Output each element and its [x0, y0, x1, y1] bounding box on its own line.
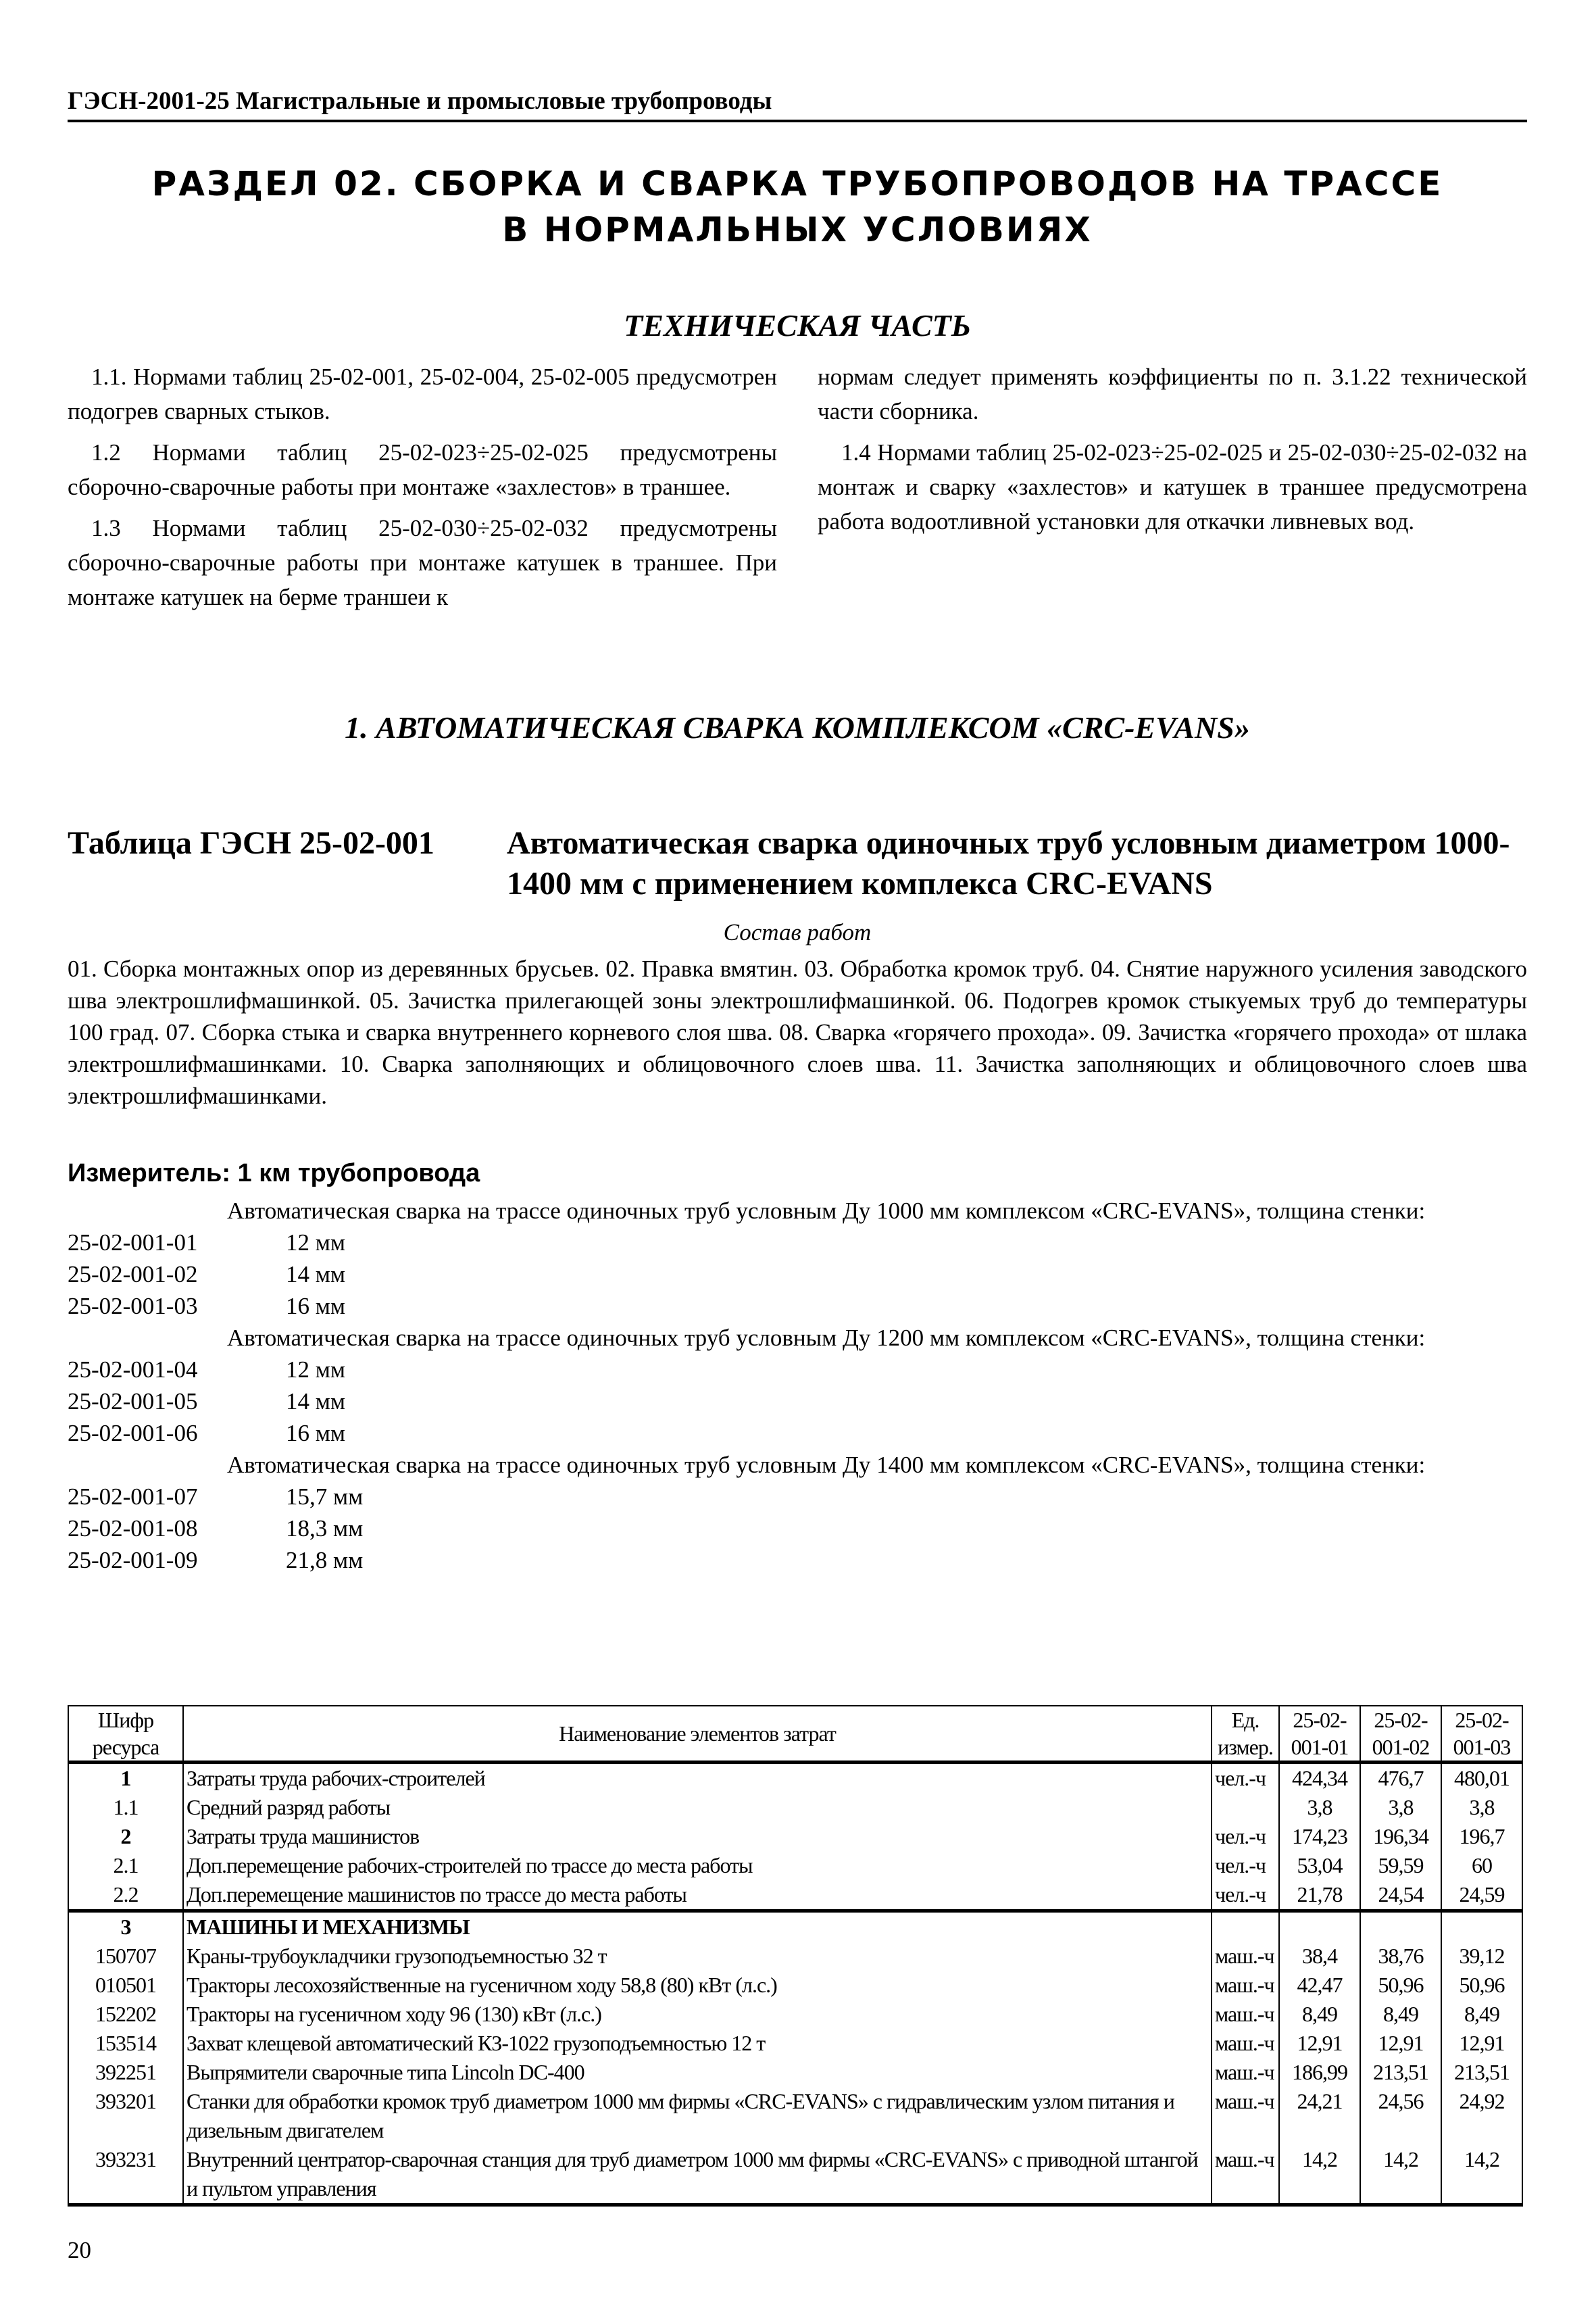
norm-item — [68, 1512, 1527, 1544]
cost-element: Затраты труда машинистов — [183, 1822, 1212, 1851]
table-row — [68, 2029, 1522, 2058]
resource-code: 2.1 — [68, 1851, 183, 1880]
cost-element: Затраты труда рабочих-строителей — [183, 1763, 1212, 1794]
table-row — [68, 1942, 1522, 1971]
cost-element: Краны-трубоукладчики грузоподъемностью 32 т — [183, 1942, 1212, 1971]
works-description: 01. Сборка монтажных опор из деревянных брусьев. 02. Правка вмятин. 03. Обработка кромок труб. 04. Снятие наружного усиления заводского шва электрошлифмашинкой. 05. Зачистка прилегающей зоны электрошлифмашинкой. 06. Подогрев кромок стыкуемых труб до температуры 100 град. 07. Сборка стыка и сварка внутреннего корневого слоя шва. 08. Сварка «горячего прохода». 09. Зачистка «горячего прохода» от шлака электрошлифмашинками. 10. Сварка заполняющих и облицовочного слоев шва. 11. Зачистка заполняющих и облицовочного слоев шва электрошлифмашинками. — [68, 956, 1527, 1109]
norm-item — [68, 1544, 1527, 1576]
column-header: Шифр ресурса — [68, 1706, 183, 1763]
resource-code: 010501 — [68, 1971, 183, 2000]
resource-code: 152202 — [68, 2000, 183, 2029]
unit: чел.-ч — [1212, 1822, 1279, 1851]
wall-thickness: 14 мм — [286, 1261, 346, 1287]
group-title: Автоматическая сварка на трассе одиночных труб условным Ду 1000 мм комплексом «CRC-EVANS», толщина стенки: — [227, 1198, 1426, 1224]
cost-element: Внутренний центратор-сварочная станция для труб диаметром 1000 мм фирмы «CRC-EVANS» с приводной штангой и пультом управления — [183, 2145, 1212, 2205]
paragraph: 1.4 Нормами таблиц 25-02-023÷25-02-025 и 25-02-030÷25-02-032 на монтаж и сварку «захлестов» и катушек в траншее предусмотрена работа водоотливной установки для откачки ливневых вод. — [818, 439, 1527, 535]
norm-item — [68, 1385, 1527, 1417]
resource-code: 393201 — [68, 2087, 183, 2145]
value-02: 24,56 — [1360, 2087, 1441, 2145]
unit: маш.-ч — [1212, 2000, 1279, 2029]
tech-left-column — [68, 360, 777, 621]
unit: чел.-ч — [1212, 1880, 1279, 1911]
works-label: Состав работ — [723, 919, 872, 945]
tech-part-heading: ТЕХНИЧЕСКАЯ ЧАСТЬ — [624, 308, 971, 343]
value-02: 196,34 — [1360, 1822, 1441, 1851]
value-03 — [1441, 1911, 1522, 1942]
norm-code: 25-02-001-04 — [68, 1356, 198, 1383]
norm-item — [68, 1258, 1527, 1290]
resource-code: 2 — [68, 1822, 183, 1851]
resource-code: 1 — [68, 1763, 183, 1794]
value-02: 14,2 — [1360, 2145, 1441, 2205]
tech-part-text — [68, 360, 1527, 621]
value-03: 213,51 — [1441, 2058, 1522, 2087]
table-row — [68, 1822, 1522, 1851]
value-03: 480,01 — [1441, 1763, 1522, 1794]
cost-element: Доп.перемещение рабочих-строителей по трассе до места работы — [183, 1851, 1212, 1880]
resource-code: 1.1 — [68, 1793, 183, 1822]
running-header: ГЭСН-2001-25 Магистральные и промысловые трубопроводы — [68, 87, 1527, 122]
unit: маш.-ч — [1212, 2058, 1279, 2087]
value-03: 24,59 — [1441, 1880, 1522, 1911]
value-03: 196,7 — [1441, 1822, 1522, 1851]
unit: маш.-ч — [1212, 1971, 1279, 2000]
paragraph: 1.2 Нормами таблиц 25-02-023÷25-02-025 предусмотрены сборочно-сварочные работы при монтаже «захлестов» в траншее. — [68, 439, 777, 500]
group-title: Автоматическая сварка на трассе одиночных труб условным Ду 1400 мм комплексом «CRC-EVANS», толщина стенки: — [227, 1452, 1426, 1478]
value-01: 38,4 — [1279, 1942, 1360, 1971]
section-title-line1: РАЗДЕЛ 02. СБОРКА И СВАРКА ТРУБОПРОВОДОВ НА ТРАССЕ — [151, 164, 1443, 203]
paragraph: нормам следует применять коэффициенты по п. 3.1.22 технической части сборника. — [818, 364, 1527, 424]
value-03: 8,49 — [1441, 2000, 1522, 2029]
value-02: 476,7 — [1360, 1763, 1441, 1794]
norm-item — [68, 1290, 1527, 1322]
value-01: 24,21 — [1279, 2087, 1360, 2145]
cost-element: Тракторы лесохозяйственные на гусеничном ходу 58,8 (80) кВт (л.с.) — [183, 1971, 1212, 2000]
norm-code: 25-02-001-08 — [68, 1515, 198, 1542]
group-title: Автоматическая сварка на трассе одиночных труб условным Ду 1200 мм комплексом «CRC-EVANS», толщина стенки: — [227, 1325, 1426, 1351]
norm-code: 25-02-001-02 — [68, 1261, 198, 1287]
table-row — [68, 1793, 1522, 1822]
resource-code: 393231 — [68, 2145, 183, 2205]
value-02: 50,96 — [1360, 1971, 1441, 2000]
table-row — [68, 2145, 1522, 2205]
value-01: 174,23 — [1279, 1822, 1360, 1851]
table-title — [68, 823, 1527, 904]
value-03: 12,91 — [1441, 2029, 1522, 2058]
wall-thickness: 18,3 мм — [286, 1515, 364, 1542]
cost-element: Доп.перемещение машинистов по трассе до места работы — [183, 1880, 1212, 1911]
norm-code: 25-02-001-09 — [68, 1547, 198, 1573]
resource-code: 153514 — [68, 2029, 183, 2058]
unit: маш.-ч — [1212, 2029, 1279, 2058]
value-03: 50,96 — [1441, 1971, 1522, 2000]
wall-thickness: 14 мм — [286, 1388, 346, 1414]
unit — [1212, 1911, 1279, 1942]
value-01 — [1279, 1911, 1360, 1942]
value-02: 8,49 — [1360, 2000, 1441, 2029]
unit: чел.-ч — [1212, 1763, 1279, 1794]
table-row — [68, 2000, 1522, 2029]
value-02: 3,8 — [1360, 1793, 1441, 1822]
norm-items — [68, 1195, 1527, 1576]
section-title-line2: В НОРМАЛЬНЫХ УСЛОВИЯХ — [502, 210, 1093, 249]
norm-code: 25-02-001-01 — [68, 1229, 198, 1256]
tech-right-column — [818, 360, 1527, 621]
value-01: 53,04 — [1279, 1851, 1360, 1880]
measure-unit: Измеритель: 1 км трубопровода — [68, 1159, 480, 1187]
value-02: 38,76 — [1360, 1942, 1441, 1971]
resource-code: 3 — [68, 1911, 183, 1942]
subsection-heading: 1. АВТОМАТИЧЕСКАЯ СВАРКА КОМПЛЕКСОМ «CRC-EVANS» — [345, 710, 1250, 745]
cost-element: Станки для обработки кромок труб диаметром 1000 мм фирмы «CRC-EVANS» с гидравлическим узлом питания и дизельным двигателем — [183, 2087, 1212, 2145]
wall-thickness: 16 мм — [286, 1293, 346, 1319]
section-title — [68, 161, 1527, 253]
unit: чел.-ч — [1212, 1851, 1279, 1880]
unit: маш.-ч — [1212, 2087, 1279, 2145]
resource-table — [68, 1705, 1523, 2207]
value-02: 59,59 — [1360, 1851, 1441, 1880]
table-row — [68, 2087, 1522, 2145]
norm-code: 25-02-001-05 — [68, 1388, 198, 1414]
cost-element: Тракторы на гусеничном ходу 96 (130) кВт (л.с.) — [183, 2000, 1212, 2029]
page-number: 20 — [68, 2237, 91, 2263]
value-03: 39,12 — [1441, 1942, 1522, 1971]
unit — [1212, 1793, 1279, 1822]
value-03: 14,2 — [1441, 2145, 1522, 2205]
value-01: 3,8 — [1279, 1793, 1360, 1822]
norm-code: 25-02-001-06 — [68, 1420, 198, 1446]
value-01: 8,49 — [1279, 2000, 1360, 2029]
column-header: 25-02-001-02 — [1360, 1706, 1441, 1763]
paragraph: 1.3 Нормами таблиц 25-02-030÷25-02-032 предусмотрены сборочно-сварочные работы при монтаже катушек в траншее. При монтаже катушек на берме траншеи к — [68, 515, 777, 610]
column-header: Наименование элементов затрат — [183, 1706, 1212, 1763]
resource-code: 392251 — [68, 2058, 183, 2087]
norm-item — [68, 1354, 1527, 1385]
table-row — [68, 2058, 1522, 2087]
wall-thickness: 16 мм — [286, 1420, 346, 1446]
wall-thickness: 12 мм — [286, 1229, 346, 1256]
unit: маш.-ч — [1212, 1942, 1279, 1971]
norm-code: 25-02-001-07 — [68, 1483, 198, 1510]
table-row — [68, 1911, 1522, 1942]
norm-item — [68, 1481, 1527, 1512]
value-02: 12,91 — [1360, 2029, 1441, 2058]
cost-element: Выпрямители сварочные типа Lincoln DC-400 — [183, 2058, 1212, 2087]
wall-thickness: 21,8 мм — [286, 1547, 364, 1573]
value-01: 21,78 — [1279, 1880, 1360, 1911]
column-header: Ед. измер. — [1212, 1706, 1279, 1763]
value-01: 424,34 — [1279, 1763, 1360, 1794]
norm-code: 25-02-001-03 — [68, 1293, 198, 1319]
unit: маш.-ч — [1212, 2145, 1279, 2205]
cost-element: Захват клещевой автоматический КЗ-1022 грузоподъемностью 12 т — [183, 2029, 1212, 2058]
value-03: 60 — [1441, 1851, 1522, 1880]
wall-thickness: 15,7 мм — [286, 1483, 364, 1510]
value-01: 14,2 — [1279, 2145, 1360, 2205]
table-row — [68, 1763, 1522, 1794]
table-row — [68, 1880, 1522, 1911]
table-name: Автоматическая сварка одиночных труб условным диаметром 1000-1400 мм с применением комплекса CRC-EVANS — [507, 825, 1510, 902]
value-01: 186,99 — [1279, 2058, 1360, 2087]
wall-thickness: 12 мм — [286, 1356, 346, 1383]
paragraph: 1.1. Нормами таблиц 25-02-001, 25-02-004, 25-02-005 предусмотрен подогрев сварных стыков. — [68, 364, 777, 424]
norm-item — [68, 1227, 1527, 1258]
cost-element: МАШИНЫ И МЕХАНИЗМЫ — [183, 1911, 1212, 1942]
resource-code: 2.2 — [68, 1880, 183, 1911]
value-01: 12,91 — [1279, 2029, 1360, 2058]
value-01: 42,47 — [1279, 1971, 1360, 2000]
column-header: 25-02-001-03 — [1441, 1706, 1522, 1763]
value-02: 213,51 — [1360, 2058, 1441, 2087]
norm-item — [68, 1417, 1527, 1449]
value-02: 24,54 — [1360, 1880, 1441, 1911]
table-number: Таблица ГЭСН 25-02-001 — [68, 825, 434, 861]
cost-element: Средний разряд работы — [183, 1793, 1212, 1822]
resource-code: 150707 — [68, 1942, 183, 1971]
value-03: 24,92 — [1441, 2087, 1522, 2145]
column-header: 25-02-001-01 — [1279, 1706, 1360, 1763]
table-row — [68, 1851, 1522, 1880]
value-02 — [1360, 1911, 1441, 1942]
table-row — [68, 1971, 1522, 2000]
value-03: 3,8 — [1441, 1793, 1522, 1822]
